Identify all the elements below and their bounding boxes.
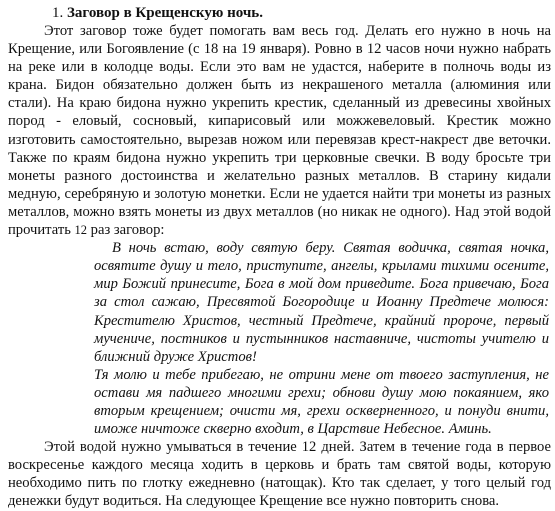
heading-number: 1.	[52, 5, 64, 21]
intro-text: Этот заговор тоже будет помогать вам весь год. Делать его нужно в ночь на Крещение, или Богоявление (с 18 на 19 января). Ровно в 12 часов ночи нужно набрать на реке или в колодце воды. Если это вам не удастся, наберите в полночь воды из крана. Бидон обязательно должен быть из некрашеного металла (алюминия или стали). На краю бидона нужно укрепить крестик, сделанный из древесины хвойных пород - еловый, сосновый, кипарисовый или можжевеловый. Крестик можно изготовить самостоятельно, вырезав ножом или перевязав крест-накрест две веточки. Также по краям бидона нужно укрепить три церковные свечки. В воду бросьте три монеты разного достоинства и желательно разных металлов. В старину кидали медную, серебряную и золотую монетки. Если не удается найти три монеты из разных металлов, можно взять монеты из двух металлов (но никак не одного). Над этой водой прочитать	[8, 23, 551, 239]
intro-tail: раз заговор:	[87, 222, 165, 239]
closing-paragraph: Этой водой нужно умываться в течение 12 дней. Затем в течение года в первое воскресенье каждого месяца ходить в церковь и брать там святой воды, которую необходимо пить по глотку ежедневно (натощак). Кто так сделает, у того целый год денежки будут водиться. На следующее Крещение все нужно повторить снова.	[8, 439, 551, 510]
intro-paragraph	[8, 22, 551, 239]
repeat-count: 12	[74, 223, 88, 238]
prayer-paragraph-2: Тя молю и тебе прибегаю, не отрини мене от твоего заступления, не остави мя падшего многими грехи; обнови душу мою покаянием, яко вторым крещением; очисти мя, грехи оскверненного, и понуди внити, иможе ничтоже скверно входит, в Царствие Небесное. Аминь.	[94, 366, 549, 438]
prayer-paragraph-1: В ночь встаю, воду святую беру. Святая водичка, святая ночка, освятите душу и тело, приступите, ангелы, крылами тихими осените, мир Божий принесите, Бога в мой дом приведите. Бога привечаю, Бога за стол сажаю, Пресвятой Богородице и Иоанну Предтече молюся: Крестителю Христов, честный Предтече, крайний пророче, первый мучениче, постников и пустынников наставниче, чистоты учителю и ближний друже Христов!	[94, 240, 549, 365]
heading-title: Заговор в Крещенскую ночь.	[67, 5, 263, 21]
section-heading	[52, 4, 551, 22]
